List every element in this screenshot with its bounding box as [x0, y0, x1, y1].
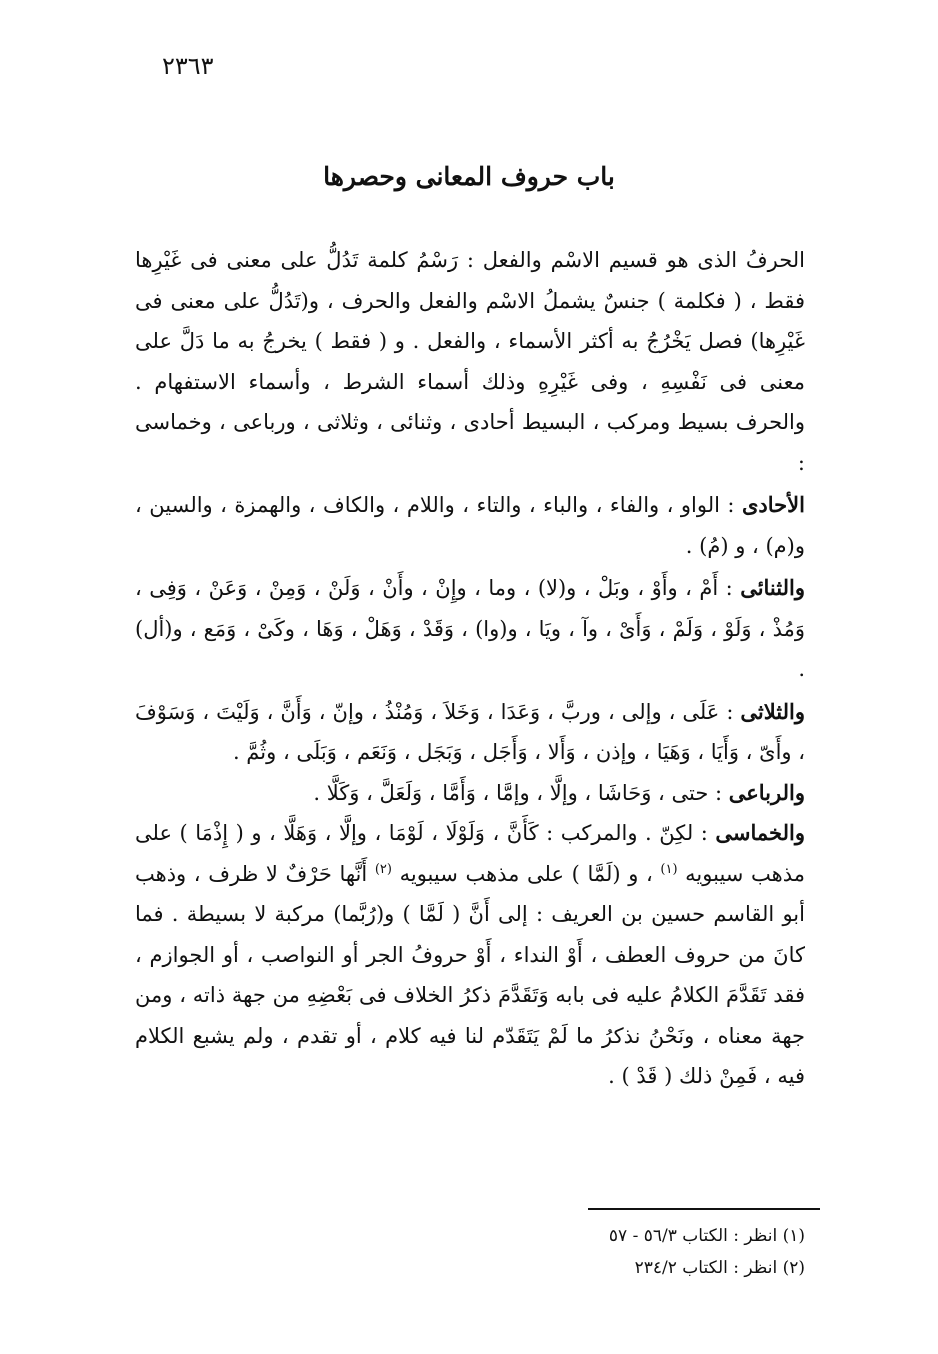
paragraph-thunai — [135, 568, 805, 690]
main-text — [135, 240, 805, 1097]
term-rubai: والرباعى — [728, 779, 805, 805]
paragraph-thunai-text: : أَمْ ، وأَوْ ، وبَلْ ، و(لا) ، وما ، وإِنْ ، وأَنْ ، وَلَنْ ، وَمِنْ ، وَعَنْ ، وَفِى ، وَمُذْ ، وَلَوْ ، وَلَمْ ، وَأَىْ ، وآ ، ويَا ، و(وا) ، وَقَدْ ، وَهَلْ ، وَهَا ، وكَىْ ، وَمَع ، و(أل) . — [135, 576, 805, 681]
term-ahadi: الأحادى — [742, 492, 805, 517]
paragraph-khumasi — [135, 813, 805, 1097]
footnote-1: (١) انظر : الكتاب ٥٦/٣ - ٥٧ — [608, 1226, 805, 1246]
page-title: باب حروف المعانى وحصرها — [323, 162, 615, 191]
paragraph-rubai-text: : حتى ، وَحَاشَا ، وإلَّا ، وإمَّا ، وَأَمَّا ، وَلَعَلَّ ، وَكَلَّا . — [313, 780, 723, 805]
paragraph-thulathi — [135, 692, 805, 773]
footnote-ref-1[interactable]: (١) — [660, 861, 678, 877]
intro-paragraph: الحرفُ الذى هو قسيم الاسْم والفعل : رَسْمُ كلمة تَدُلُّ على معنى فى غَيْرِها فقط ، ( فكلمة ) جنسٌ يشملُ الاسْم والفعل والحرف ، و(تَدُلُّ على معنى فى غَيْرِها) فصل يَخْرُجُ به أكثر الأسماء ، والفعل . و ( فقط ) يخرجُ به ما دَلَّ على معنى فى نَفْسِهِ ، وفى غَيْرِهِ وذلك أسماء الشرط ، وأسماء الاستفهام . والحرف بسيط ومركب ، البسيط أحادى ، وثنائى ، وثلاثى ، ورباعى ، وخماسى : — [135, 248, 805, 475]
paragraph-ahadi-text: : الواو ، والفاء ، والباء ، والتاء ، واللام ، والكاف ، والهمزة ، والسين ، و(م) ، و (مُ) . — [135, 493, 805, 558]
footnote-ref-2[interactable]: (٢) — [374, 861, 392, 877]
footnote-2: (٢) انظر : الكتاب ٢٣٤/٢ — [634, 1258, 805, 1278]
footnotes — [400, 1220, 805, 1284]
paragraph-rubai — [135, 773, 805, 814]
paragraph-thulathi-text: : عَلَى ، وإلى ، وربَّ ، وَعَدَا ، وَخَلاَ ، وَمُنْذُ ، وإنّ ، وَأَنَّ ، وَلَيْتَ ، وَسَوْفَ ، وأَىّ ، وَأَيَا ، وَهَيَا ، وإذن ، وَأَلا ، وَأَجَل ، وَبَجَل ، وَنَعَم ، وَبَلَى ، وثُمَّ . — [135, 699, 805, 764]
footnote-divider — [588, 1208, 820, 1210]
term-thulathi: والثلاثى — [740, 698, 805, 724]
paragraph-ahadi — [135, 485, 805, 566]
term-thunai: والثنائى — [740, 575, 805, 600]
paragraph-khumasi-text-a: : لكِنّ . والمركب : كَأَنَّ ، وَلَوْلَا ، لَوْمَا ، وإلَّا ، وَهَلَّا ، و ( إِذْمَا ) على مذهب سيبويه — [135, 821, 805, 886]
term-khumasi: والخماسى — [715, 820, 805, 845]
paragraph-khumasi-text-b: ، و (لَمَّا ) على مذهب سيبويه — [399, 861, 653, 886]
paragraph-khumasi-text-c: أَنَّها حَرْفٌ لا ظرف ، وذهب أبو القاسم حسين بن العريف : إلى أَنَّ ( لَمَّا ) و(رُبَّما) مركبة لا بسيطة . فما كانَ من حروف العطف ، أَوْ النداء ، أَوْ حروفُ الجر أو النواصب ، أو الجوازم ، فقد تَقَدَّمَ الكلامُ عليه فى بابه وَتَقَدَّمَ ذكرُ الخلاف فى بَعْضِهِ من جهة ذاته ، ومن جهة معناه ، ونَحْنُ نذكرُ ما لَمْ يَتَقَدّم لنا فيه كلام ، أو تقدم ، ولم يشبع الكلام فيه ، فَمِنْ ذلك ( قَدْ ) . — [135, 861, 805, 1088]
page-number: ٢٣٦٣ — [162, 52, 214, 80]
